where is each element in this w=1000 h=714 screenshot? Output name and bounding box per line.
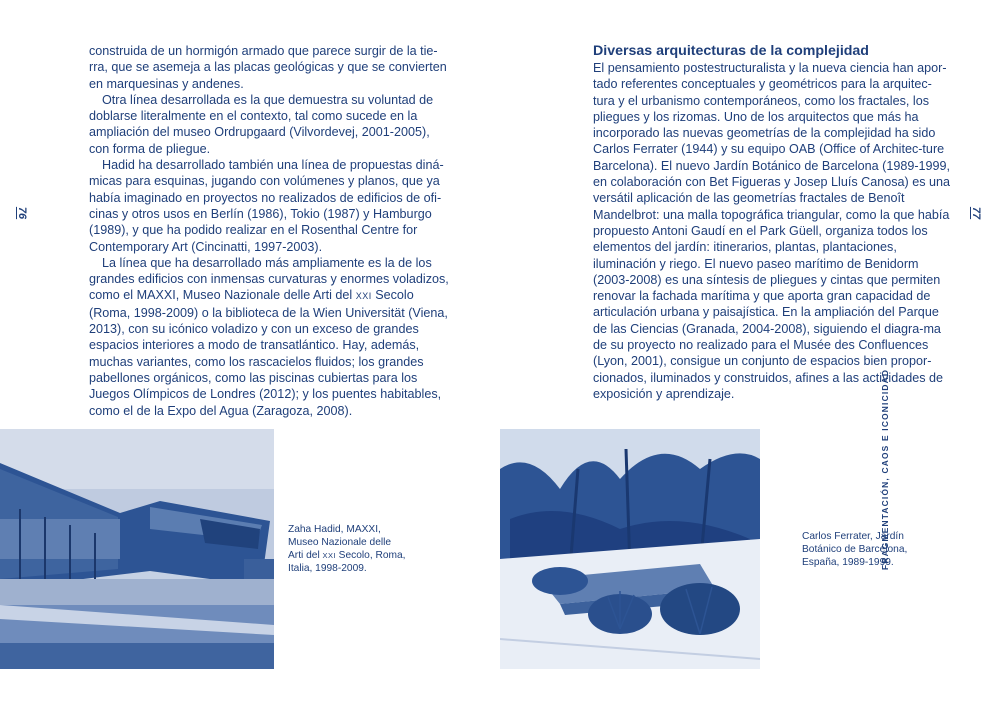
right-page [500,0,1000,714]
garden-illustration [500,429,760,669]
running-head: FRAGMENTACIÓN, CAOS E ICONICIDAD [880,368,890,570]
body-text-column [593,43,953,402]
roman-numeral: XXI [355,291,372,302]
text-run: La línea que ha desarrollado más ampliamente es la de los grandes edificios con inmensas curvaturas y enormes voladizos, como el MAXXI, Museo Nazionale delle Arti del [89,255,449,303]
section-heading: Diversas arquitecturas de la complejidad [593,43,869,59]
photo-caption [288,523,408,575]
maxxi-photo [0,429,274,669]
text-run: Secolo (Roma, 1998-2009) o la biblioteca de la Wien Universität (Viena, 2013), con su icónico voladizo y con un exceso de grandes espacios interiores a modo de transatlántico. Hay, además, muchas variantes, como los rascacielos fluidos; los grandes pabellones orgánicos, como las piscinas cubiertas para los Juegos Olímpicos de Londres (2012); y los puentes habitables, como el de la Expo del Agua (Zaragoza, 2008). [89,288,448,418]
paragraph: Otra línea desarrollada es la que demuestra su voluntad de doblarse literalmente en el contexto, tal como sucede en la ampliación del museo Ordrupgaard (Vilvordevej, 2001-2005), con forma de pliegue. [89,92,434,156]
botanical-garden-photo [500,429,760,669]
paragraph: El pensamiento postestructuralista y la nueva ciencia han apor-tado referentes conceptuales y geométricos para la arquitec-tura y el urbanismo contemporáneos, como los fractales, los pliegues y los rizomas. Uno de los arquitectos que más ha incorporado las nuevas geometrías de la complejidad ha sido Carlos Ferrater (1944) y su equipo OAB (Office of Architec-ture Barcelona). El nuevo Jardín Botánico de Barcelona (1989-1999, en colaboración con Bet Figueras y Josep Lluís Canosa) es una versátil aplicación de las geometrías fractales de Benoît Mandelbrot: una malla topográfica triangular, como la que había propuesto Antoni Gaudí en el Park Güell, organiza todos los elementos del jardín: itinerarios, plantas, plantaciones, iluminación y riego. El nuevo paseo marítimo de Benidorm (2003-2008) es una síntesis de pliegues y cintas que permiten renovar la fachada marítima y que aporta gran capacidad de articulación urbana y paisajística. En la ampliación del Parque de las Ciencias (Granada, 2004-2008), siguiendo el diagra-ma de su proyecto no realizado para el Musée des Confluences (Lyon, 2001), consigue un conjunto de espacios bien propor-cionados, iluminados y construidos, afines a las actividades de exposición y aprendizaje. [593,61,951,401]
roman-numeral: XXI [322,551,336,560]
paragraph: construida de un hormigón armado que parece surgir de la tie-rra, que se asemeja a las placas geológicas y que se convierten en marquesinas y andenes. [89,44,447,91]
paragraph [89,255,451,419]
caption-text-run: Zaha Hadid, MAXXI, Museo Nazionale delle Arti del [288,524,392,561]
page-number: 76 [16,206,28,220]
page-number: 77 [970,206,982,220]
maxxi-building-illustration [0,429,274,669]
photo-caption: Carlos Ferrater, Jardín Botánico de Barcelona, España, 1989-1999. [802,531,908,568]
paragraph: Hadid ha desarrollado también una línea de propuestas diná-micas para esquinas, jugando con volúmenes y planos, que ya había imaginado en proyectos no realizados de edificios de ofi-cinas y otros usos en Berlín (1986), Tokio (1987) y Hamburgo (1989), y que ha podido realizar en el Rosenthal Centre for Contemporary Art (Cincinatti, 1997-2003). [89,158,444,254]
caption-text-run: Secolo, Roma, Italia, 1998-2009. [288,550,406,574]
body-text-column [89,43,451,419]
